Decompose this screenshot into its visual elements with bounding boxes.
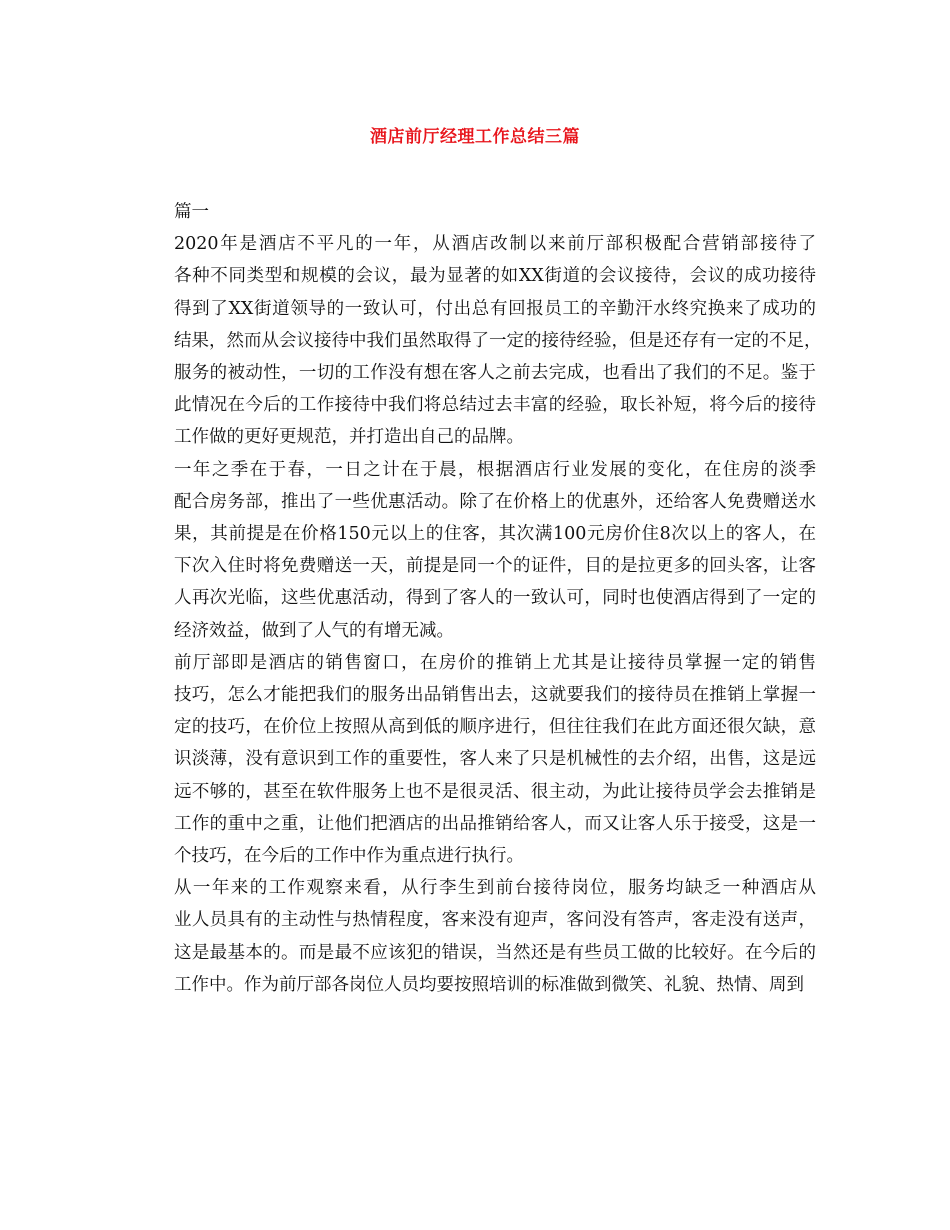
body-paragraph [140, 454, 816, 647]
paragraph-line: 前厅部即是酒店的销售窗口，在房价的推销上尤其是让接待员掌握一定的销售 [174, 652, 816, 673]
paragraph-line: 业人员具有的主动性与热情程度，客来没有迎声，客问没有答声，客走没有送声， [174, 910, 816, 931]
paragraph-line: 配合房务部，推出了一些优惠活动。除了在价格上的优惠外，还给客人免费赠送水 [174, 491, 816, 512]
paragraph-line: 得到了XX街道领导的一致认可，付出总有回报员工的辛勤汗水终究换来了成功的 [174, 298, 816, 319]
paragraph-line: 这是最基本的。而是最不应该犯的错误，当然还是有些员工做的比较好。在今后的 [174, 942, 816, 963]
paragraph-line: 结果，然而从会议接待中我们虽然取得了一定的接待经验，但是还存有一定的不足， [174, 330, 822, 351]
body-paragraph [140, 228, 822, 453]
paragraph-line: 下次入住时将免费赠送一天，前提是同一个的证件，目的是拉更多的回头客，让客 [174, 556, 816, 577]
paragraph-list [140, 228, 822, 1001]
body-paragraph [140, 872, 816, 1001]
paragraph-line: 工作的重中之重，让他们把酒店的出品推销给客人，而又让客人乐于接受，这是一 [174, 813, 816, 834]
paragraph-line: 工作做的更好更规范，并打造出自己的品牌。 [174, 427, 524, 448]
paragraph-line: 定的技巧，在价位上按照从高到低的顺序进行，但往往我们在此方面还很欠缺，意 [174, 717, 816, 738]
paragraph-line: 此情况在今后的工作接待中我们将总结过去丰富的经验，取长补短，将今后的接待 [174, 395, 816, 416]
paragraph-line: 识淡薄，没有意识到工作的重要性，客人来了只是机械性的去介绍，出售，这是远 [174, 749, 816, 770]
paragraph-line: 从一年来的工作观察来看，从行李生到前台接待岗位，服务均缺乏一种酒店从 [174, 878, 816, 899]
section-heading: 篇一 [174, 202, 209, 222]
paragraph-line: 工作中。作为前厅部各岗位人员均要按照培训的标准做到微笑、礼貌、热情、周到 [174, 974, 804, 995]
paragraph-line: 2020年是酒店不平凡的一年，从酒店改制以来前厅部积极配合营销部接待了 [174, 234, 816, 255]
paragraph-line: 人再次光临，这些优惠活动，得到了客人的一致认可，同时也使酒店得到了一定的 [174, 588, 816, 609]
paragraph-line: 果，其前提是在价格150元以上的住客，其次满100元房价住8次以上的客人，在 [174, 524, 816, 545]
paragraph-line: 远不够的，甚至在软件服务上也不是很灵活、很主动，为此让接待员学会去推销是 [174, 781, 816, 802]
paragraph-line: 经济效益，做到了人气的有增无减。 [174, 620, 454, 641]
paragraph-line: 技巧，怎么才能把我们的服务出品销售出去，这就要我们的接待员在推销上掌握一 [174, 685, 816, 706]
body-paragraph [140, 647, 816, 872]
paragraph-line: 各种不同类型和规模的会议，最为显著的如XX街道的会议接待，会议的成功接待 [174, 266, 816, 287]
document-body [140, 196, 822, 1001]
document-title: 酒店前厅经理工作总结三篇 [370, 127, 580, 147]
paragraph-line: 一年之季在于春，一日之计在于晨，根据酒店行业发展的变化，在住房的淡季 [174, 459, 816, 480]
paragraph-line: 服务的被动性，一切的工作没有想在客人之前去完成，也看出了我们的不足。鉴于 [174, 363, 816, 384]
paragraph-line: 个技巧，在今后的工作中作为重点进行执行。 [174, 846, 524, 867]
